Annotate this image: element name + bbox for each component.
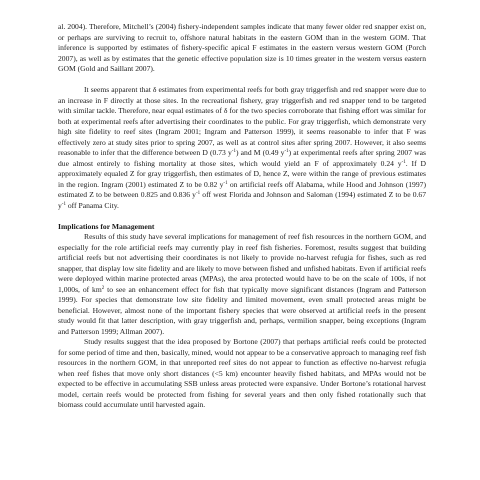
paragraph-text: off Panama City. xyxy=(65,200,119,210)
superscript: -1 xyxy=(195,191,201,196)
section-heading: Implications for Management xyxy=(58,221,155,231)
paragraph-spacer xyxy=(58,75,426,86)
paragraph-text: ) and M (0.49 y xyxy=(235,148,285,157)
paragraph-red-snapper-inference xyxy=(58,22,426,75)
paragraph-text: . If D approximately equaled Z for gray triggerfish, then estimates of D, hence Z, were within the range of previous estimates in the region. Ingram (2001) estimated Z to be 0.82 y xyxy=(58,158,426,189)
superscript: 2 xyxy=(101,285,105,291)
superscript: -1 xyxy=(223,180,228,186)
paragraph-management-implications xyxy=(58,232,426,337)
paragraph-text: on artificial reefs off Alabama, while Hood and Johnson (1997) estimated Z to be between 0.825 and 0.836 y xyxy=(58,179,426,199)
paragraph-text: off west Florida and Johnson and Saloman (1994) estimated Z to be 0.67 y xyxy=(58,190,426,210)
document-page xyxy=(58,22,426,480)
paragraph-text: to see an enhancement effect for fish that typically move significant distances (Ingram and Patterson 1999). For species that demonstrate low site fidelity and limited movement, even small protected areas might be beneficial. However, almost none of the important fishery species that were observed at artificial reefs in the present study would fit that latter description, with gray triggerfish and, perhaps, vermilion snapper, being exceptions (Ingram and Patterson 1999; Allman 2007). xyxy=(58,284,426,336)
paragraph-bortone-model xyxy=(58,337,426,411)
superscript: -1 xyxy=(61,201,66,207)
paragraph-text: al. 2004). Therefore, Mitchell’s (2004) fishery-independent samples indicate that many fewer older red snapper exist on, or perhaps are surviving to recruit to, offshore natural habitats in the eastern GOM than in the western GOM. That inference is supported by estimates of fishery-specific apical F estimates in the eastern versus western GOM (Porch 2007), as well as by estimates that the genetic effective population size is 10 times greater in the western versus eastern GOM (Gold and Saillant 2007). xyxy=(58,22,426,73)
paragraph-text: Results of this study have several implications for management of reef fish resources in the northern GOM, and especially for the role artificial reefs may currently play in reef fish fisheries. Foremost, results suggest that building artificial reefs but not advertising their coordinates is not likely to provide no-harvest refugia for fishes, such as red snapper, that display low site fidelity and are likely to move between fished and unfished habitats. Even if artificial reefs were deployed within marine protected areas (MPAs), the area protected would have to be on the scale of 100s, if not 1,000s, of km xyxy=(58,232,426,294)
superscript: -1 xyxy=(401,159,406,165)
paragraph-text: It seems apparent that δ estimates from experimental reefs for both gray triggerfish and red snapper were due to an increase in F directly at those sites. In the recreational fishery, gray triggerfish and red snapper tend to be targeted with similar tackle. Therefore, near equal estimates of δ for the two species corroborate that fishing effort was similar for both at experimental reefs after advertising their coordinates to the public. For gray triggerfish, which demonstrate very high site fidelity to reef sites (Ingram 2001; Ingram and Patterson 1999), it seems reasonable to infer that F was effectively zero at study sites prior to spring 2007, as well as at control sites after spring 2007. However, it also seems reasonable to infer that the difference between D (0.73 y xyxy=(58,85,426,157)
paragraph-text: Study results suggest that the idea proposed by Bortone (2007) that perhaps artificial reefs could be protected for some period of time and then, basically, mined, would not appear to be a conservative approach to managing reef fish resources in the northern GOM, in that unreported reef sites do not appear to function as effective no-harvest refugia when reef fishes that move only short distances (<5 km) encounter heavily fished habitats, and MPAs would not be expected to be effective in accumulating SSB unless areas protected were expansive. Under Bortone’s rotational harvest model, certain reefs would be protected from fishing for several years and then only fished rotationally such that biomass could accumulate until harvested again. xyxy=(58,337,426,409)
superscript: -1 xyxy=(231,149,236,154)
paragraph-delta-estimates xyxy=(58,85,426,211)
paragraph-text: ) at experimental reefs after spring 2007 was due almost entirely to fishing mortality at those sites, which would yield an F of approximately 0.24 y xyxy=(58,148,426,168)
superscript: -1 xyxy=(284,149,289,154)
